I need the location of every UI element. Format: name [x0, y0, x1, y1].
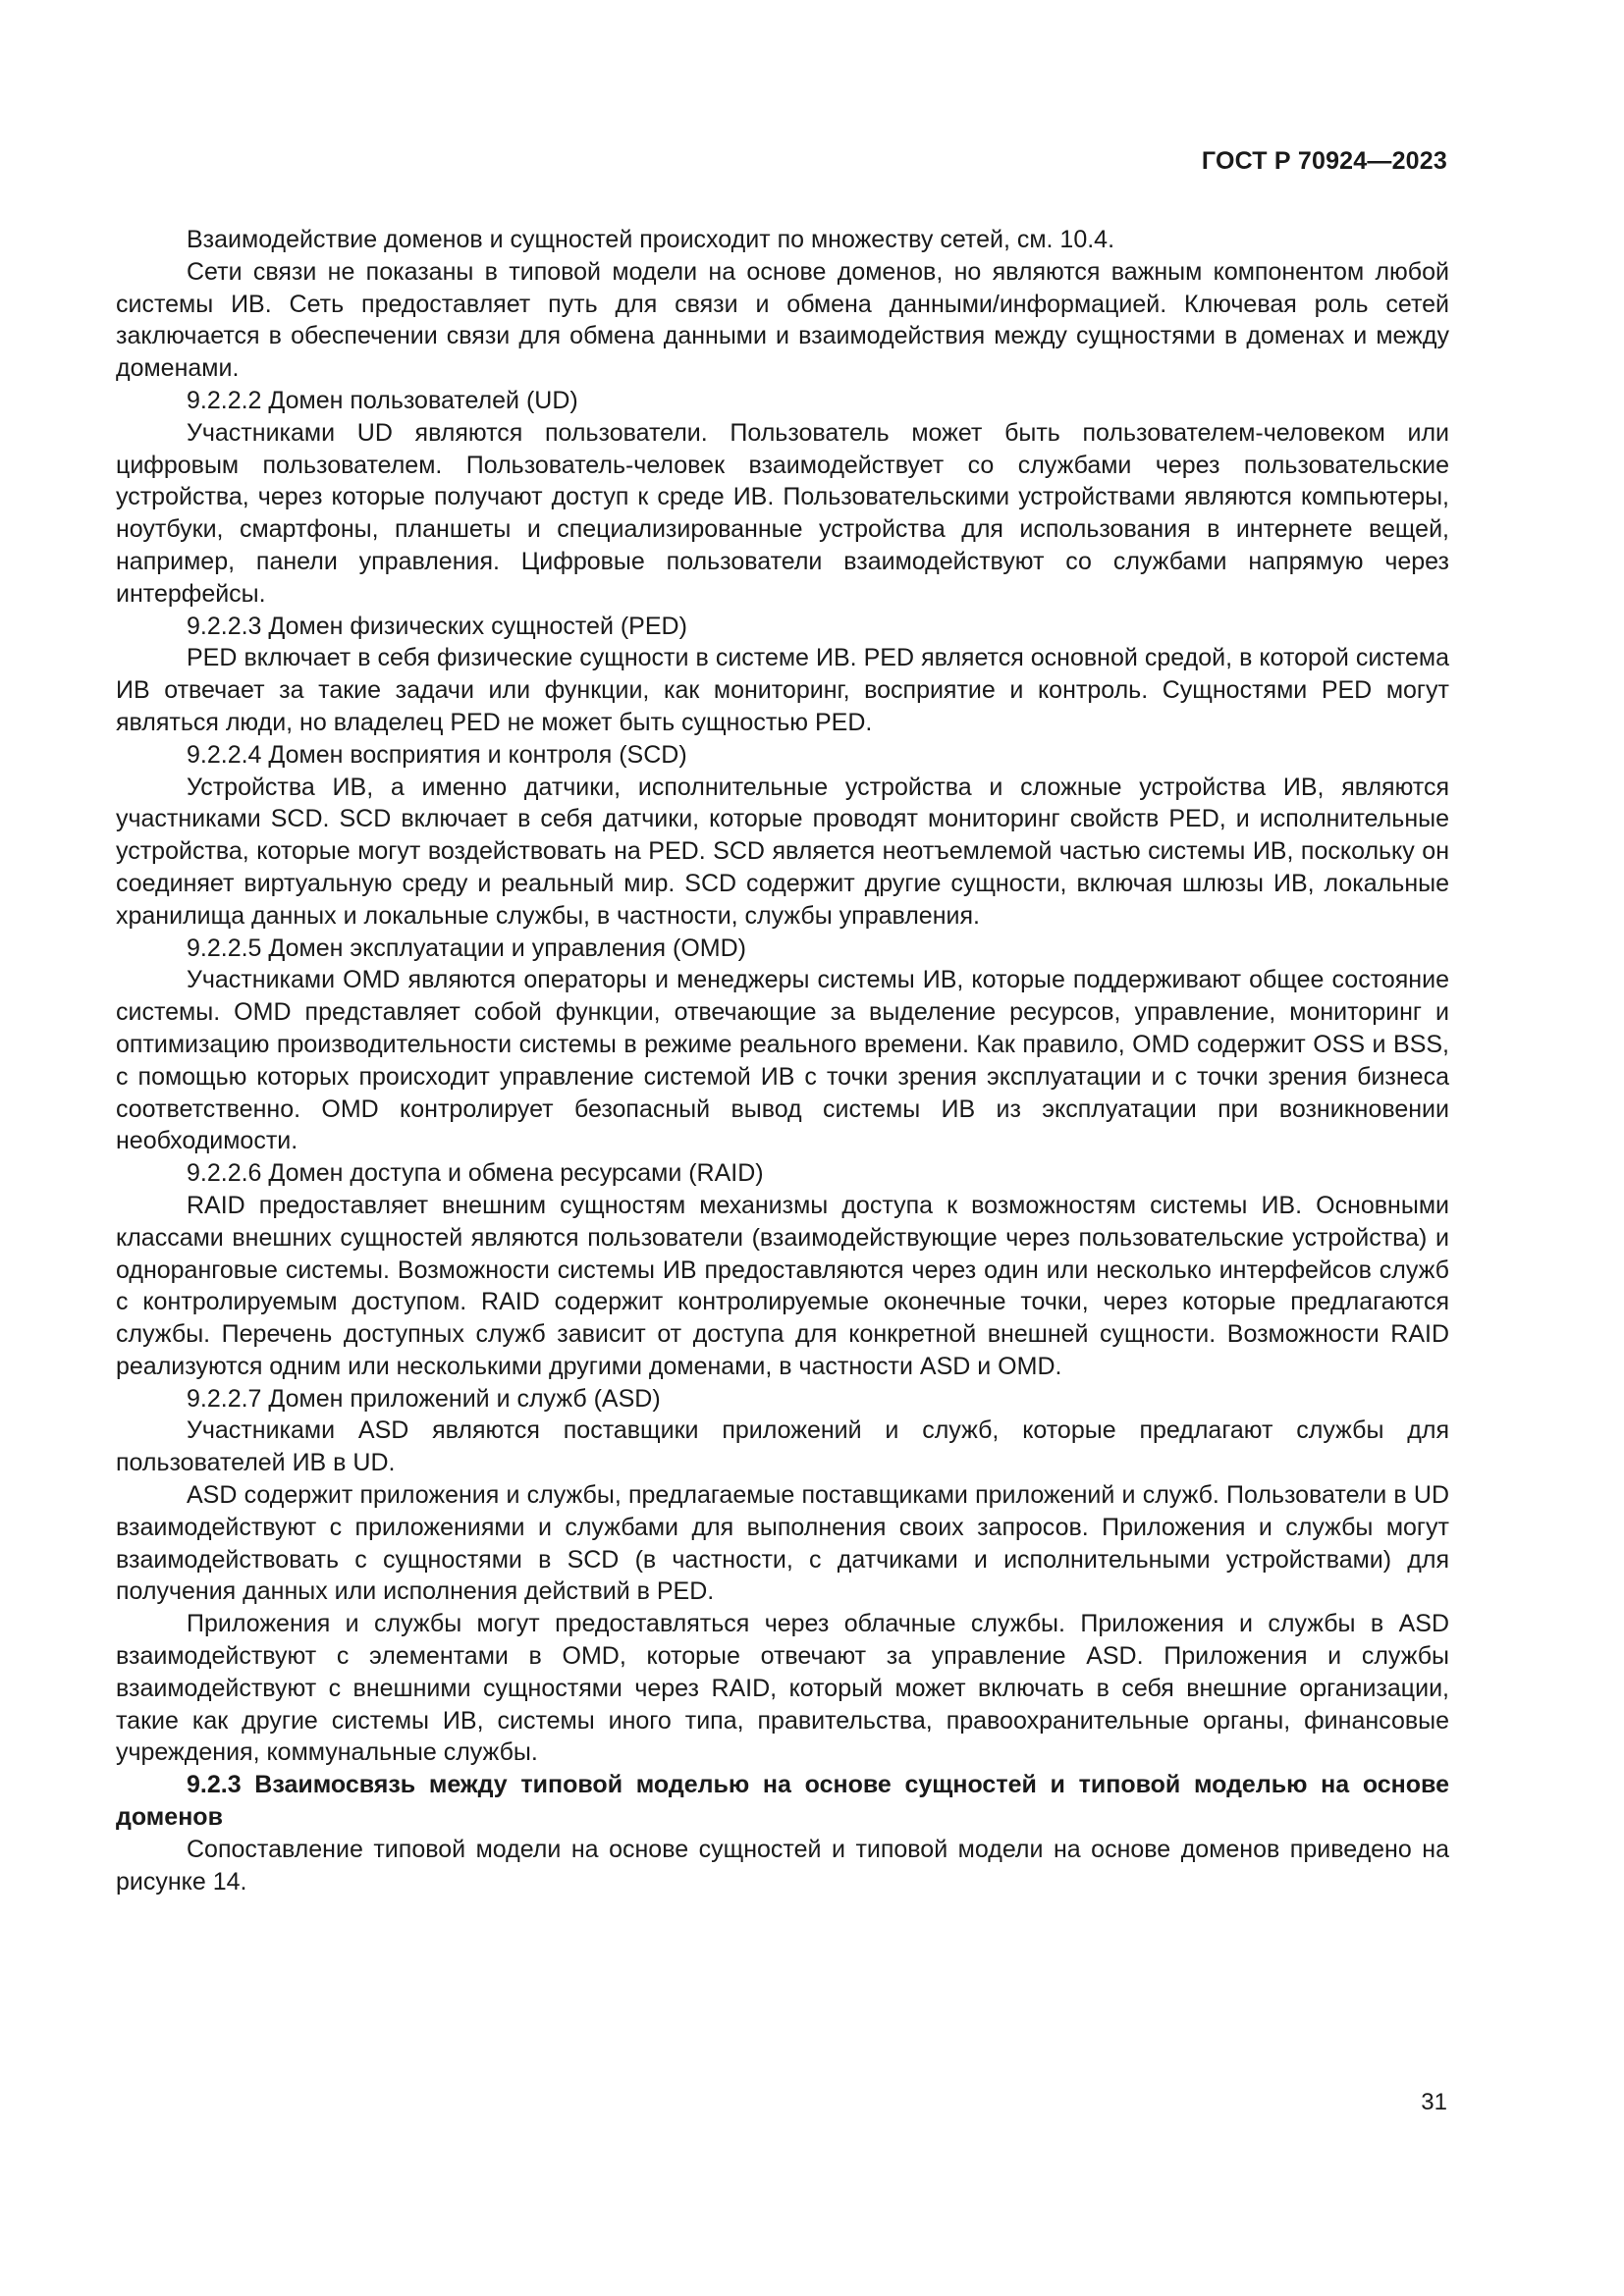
subsection-heading: 9.2.2.7 Домен приложений и служб (ASD) [187, 1384, 661, 1413]
subsection-heading: 9.2.2.3 Домен физических сущностей (PED) [187, 612, 687, 640]
paragraph: PED включает в себя физические сущности в системе ИВ. PED является основной средой, в которой система ИВ отвечает за такие задачи или функции, как мониторинг, восприятие и контроль. Сущностями PED могут являться люди, но владелец PED не может быть сущностью PED. [116, 644, 1449, 736]
paragraph: Сопоставление типовой модели на основе сущностей и типовой модели на основе доменов приведено на рисунке 14. [116, 1835, 1449, 1896]
section-heading: 9.2.3 Взаимосвязь между типовой моделью на основе сущностей и типовой моделью на основе доменов [116, 1771, 1449, 1832]
paragraph: Участниками UD являются пользователи. Пользователь может быть пользователем-человеком или цифровым пользователем. Пользователь-человек взаимодействует со службами через пользовательские устройства, через которые получают доступ к среде ИВ. Пользовательскими устройствами являются компьютеры, ноутбуки, смартфоны, планшеты и специализированные устройства для использования в интернете вещей, например, панели управления. Цифровые пользователи взаимодействуют со службами напрямую через интерфейсы. [116, 418, 1449, 608]
paragraph: Участниками OMD являются операторы и менеджеры системы ИВ, которые поддерживают общее состояние системы. OMD представляет собой функции, отвечающие за выделение ресурсов, управление, мониторинг и оптимизацию производительности системы в режиме реального времени. Как правило, OMD содержит OSS и BSS, с помощью которых происходит управление системой ИВ с точки зрения эксплуатации и с точки зрения бизнеса соответственно. OMD контролирует безопасный вывод системы ИВ из эксплуатации при возникновении необходимости. [116, 966, 1449, 1155]
subsection-heading: 9.2.2.4 Домен восприятия и контроля (SCD) [187, 740, 687, 769]
paragraph: Устройства ИВ, а именно датчики, исполнительные устройства и сложные устройства ИВ, являются участниками SCD. SCD включает в себя датчики, которые проводят мониторинг свойств PED, и исполнительные устройства, которые могут воздействовать на PED. SCD является неотъемлемой частью системы ИВ, поскольку он соединяет виртуальную среду и реальный мир. SCD содержит другие сущности, включая шлюзы ИВ, локальные хранилища данных и локальные службы, в частности, службы управления. [116, 773, 1449, 930]
paragraph: ASD содержит приложения и службы, предлагаемые поставщиками приложений и служб. Пользователи в UD взаимодействуют с приложениями и службами для выполнения своих запросов. Приложения и службы могут взаимодействовать с сущностями в SCD (в частности, с датчиками и исполнительными устройствами) для получения данных или исполнения действий в PED. [116, 1481, 1449, 1606]
document-code: ГОСТ Р 70924—2023 [1201, 147, 1447, 175]
paragraph: RAID предоставляет внешним сущностям механизмы доступа к возможностям системы ИВ. Основными классами внешних сущностей являются пользователи (взаимодействующие через пользовательские устройства) и одноранговые системы. Возможности системы ИВ предоставляются через один или несколько интерфейсов служб с контролируемым доступом. RAID содержит контролируемые оконечные точки, через которые предлагаются службы. Перечень доступных служб зависит от доступа для конкретной внешней сущности. Возможности RAID реализуются одним или несколькими другими доменами, в частности ASD и OMD. [116, 1191, 1449, 1380]
body-text [116, 224, 1449, 1897]
paragraph: Приложения и службы могут предоставляться через облачные службы. Приложения и службы в ASD взаимодействуют с элементами в OMD, которые отвечают за управление ASD. Приложения и службы взаимодействуют с внешними сущностями через RAID, который может включать в себя внешние организации, такие как другие системы ИВ, системы иного типа, правительства, правоохранительные органы, финансовые учреждения, коммунальные службы. [116, 1610, 1449, 1767]
paragraph: Сети связи не показаны в типовой модели на основе доменов, но являются важным компонентом любой системы ИВ. Сеть предоставляет путь для связи и обмена данными/информацией. Ключевая роль сетей заключается в обеспечении связи для обмена данными и взаимодействия между сущностями в доменах и между доменами. [116, 257, 1449, 383]
paragraph: Взаимодействие доменов и сущностей происходит по множеству сетей, см. 10.4. [187, 226, 1115, 253]
subsection-heading: 9.2.2.6 Домен доступа и обмена ресурсами (RAID) [187, 1159, 764, 1188]
paragraph: Участниками ASD являются поставщики приложений и служб, которые предлагают службы для пользователей ИВ в UD. [116, 1416, 1449, 1477]
page-number: 31 [1421, 2089, 1447, 2115]
subsection-heading: 9.2.2.5 Домен эксплуатации и управления (OMD) [187, 934, 746, 962]
subsection-heading: 9.2.2.2 Домен пользователей (UD) [187, 386, 578, 414]
